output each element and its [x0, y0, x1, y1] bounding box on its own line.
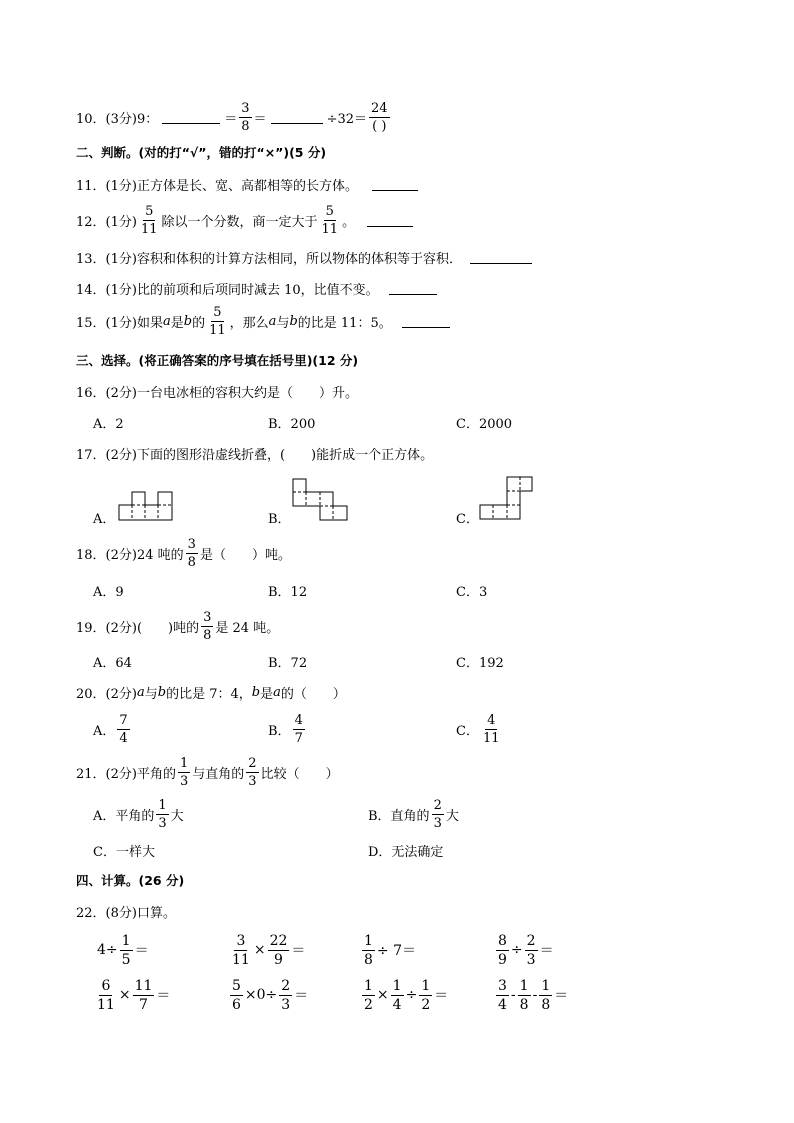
option-b[interactable]: B． [268, 511, 291, 527]
fraction: $\frac{5}{11}$ [140, 203, 158, 237]
option-b[interactable]: B． $\frac{4}{7}$ [268, 712, 303, 746]
fraction: $\frac{5}{11}$ [321, 203, 339, 237]
option-b[interactable]: B．72 [268, 655, 308, 671]
fraction: $\frac{1}{4}$ [392, 977, 402, 1013]
fraction: $\frac{2}{3}$ [248, 755, 257, 789]
cube-net-b[interactable] [292, 478, 352, 524]
question-12: 12．(1分) $\frac{5}{11}$ 除以一个分数，商一定大于 $\frac{5}{11}$ 。 [76, 203, 417, 237]
question-19: 19．(2分) ( )吨的 $\frac{3}{8}$ 是 24 吨。 [76, 609, 280, 643]
fraction: $\frac{4}{7}$ [294, 712, 303, 746]
option-b[interactable]: B．200 [268, 416, 316, 432]
fraction: $\frac{1}{2}$ [421, 977, 431, 1013]
option-a[interactable]: A． $\frac{7}{4}$ [93, 712, 128, 746]
fraction: $\frac{5}{6}$ [232, 977, 241, 1013]
question-11: 11．(1分) 正方体是长、宽、高都相等的长方体。 [76, 174, 422, 194]
answer-blank[interactable] [271, 111, 323, 124]
fraction: $\frac{1}{8}$ [364, 932, 373, 968]
question-13: 13．(1分) 容积和体积的计算方法相同，所以物体的体积等于容积． [76, 247, 536, 267]
option-c[interactable]: C． [456, 511, 479, 527]
option-c[interactable]: C．192 [456, 655, 504, 671]
question-22: 22．(8分) 口算。 [76, 905, 176, 921]
question-14: 14．(1分) 比的前项和后项同时减去 10，比值不变。 [76, 278, 441, 298]
question-17: 17．(2分) 下面的图形沿虚线折叠，( )能折成一个正方体。 [76, 447, 434, 463]
cube-net-c[interactable] [479, 476, 537, 524]
expression-7: $\frac{1}{2}$ × $\frac{1}{4}$ ÷ $\frac{1}{2}$ ＝ [364, 977, 449, 1013]
fraction: $\frac{24}{( )}$ [371, 100, 388, 134]
fraction: $\frac{7}{4}$ [119, 712, 128, 746]
question-16: 16．(2分) 一台电冰柜的容积大约是（ ）升。 [76, 385, 358, 401]
option-c[interactable]: C．3 [456, 584, 488, 600]
fraction: $\frac{3}{8}$ [203, 609, 212, 643]
fraction: $\frac{3}{4}$ [498, 977, 507, 1013]
fraction: $\frac{1}{3}$ [158, 797, 167, 831]
expression-8: $\frac{3}{4}$ - $\frac{1}{8}$ - $\frac{1}{8}$ ＝ [498, 977, 569, 1013]
question-15: 15．(1分) 如果 a 是 b 的 $\frac{5}{11}$ ，那么 a 与 b 的比是 11：5。 [76, 304, 454, 338]
fraction: $\frac{3}{8}$ [241, 100, 250, 134]
option-c[interactable]: C．一样大 [93, 844, 155, 860]
section-heading-calculation: 四、计算。(26 分) [76, 873, 185, 888]
answer-blank[interactable] [470, 251, 532, 264]
expression-6: $\frac{5}{6}$ ×0÷ $\frac{2}{3}$ ＝ [232, 977, 309, 1013]
question-10: 10．(3分) 9： ＝ $\frac{3}{8}$ ＝ ÷32＝ $\frac{24}{( )}$ [76, 100, 388, 134]
expression-2: $\frac{3}{11}$ × $\frac{22}{9}$ ＝ [232, 932, 306, 968]
option-c[interactable]: C．2000 [456, 416, 513, 432]
answer-blank[interactable] [402, 315, 450, 328]
answer-blank[interactable] [367, 214, 413, 227]
fraction: $\frac{6}{11}$ [97, 977, 115, 1013]
question-number: 10．(3分) [76, 111, 137, 127]
question-20: 20．(2分) a 与 b 的比是 7：4， b 是 a 的（ ） [76, 684, 346, 702]
option-d[interactable]: D．无法确定 [368, 844, 444, 860]
fraction: $\frac{3}{11}$ [232, 932, 250, 968]
option-a[interactable]: A．9 [93, 584, 124, 600]
option-b[interactable]: B．直角的 $\frac{2}{3}$ 大 [368, 797, 459, 831]
fraction: $\frac{22}{9}$ [269, 932, 288, 968]
fraction: $\frac{1}{2}$ [364, 977, 373, 1013]
fraction: $\frac{1}{8}$ [519, 977, 529, 1013]
option-c[interactable]: C． $\frac{4}{11}$ [456, 712, 500, 746]
option-a[interactable]: A．64 [93, 655, 132, 671]
option-b[interactable]: B．12 [268, 584, 308, 600]
option-a[interactable]: A．平角的 $\frac{1}{3}$ 大 [93, 797, 184, 831]
option-a[interactable]: A．2 [93, 416, 124, 432]
answer-blank[interactable] [389, 282, 437, 295]
fraction: $\frac{1}{8}$ [541, 977, 551, 1013]
question-18: 18．(2分) 24 吨的 $\frac{3}{8}$ 是（ ）吨。 [76, 536, 291, 570]
expression-4: $\frac{8}{9}$ ÷ $\frac{2}{3}$ ＝ [498, 932, 554, 968]
fraction: $\frac{2}{3}$ [433, 797, 442, 831]
answer-blank[interactable] [372, 178, 418, 191]
fraction: $\frac{1}{5}$ [121, 932, 131, 968]
question-21: 21．(2分) 平角的 $\frac{1}{3}$ 与直角的 $\frac{2}{3}$ 比较（ ） [76, 755, 339, 789]
fraction: $\frac{4}{11}$ [482, 712, 500, 746]
section-heading-judgement: 二、判断。(对的打“√”，错的打“×”)(5 分) [76, 145, 327, 160]
answer-blank[interactable] [162, 111, 220, 124]
expression-3: $\frac{1}{8}$ ÷ 7＝ [364, 932, 417, 968]
section-heading-choice: 三、选择。(将正确答案的序号填在括号里)(12 分) [76, 353, 359, 368]
fraction: $\frac{8}{9}$ [498, 932, 507, 968]
fraction: $\frac{11}{7}$ [134, 977, 153, 1013]
fraction: $\frac{5}{11}$ [209, 304, 226, 338]
option-a[interactable]: A． [93, 511, 116, 527]
expression-5: $\frac{6}{11}$ × $\frac{11}{7}$ ＝ [97, 977, 171, 1013]
fraction: $\frac{3}{8}$ [187, 536, 196, 570]
fraction: $\frac{2}{3}$ [281, 977, 291, 1013]
cube-net-a[interactable] [118, 491, 176, 523]
expression-1: 4÷ $\frac{1}{5}$ ＝ [97, 932, 149, 968]
fraction: $\frac{2}{3}$ [526, 932, 536, 968]
fraction: $\frac{1}{3}$ [179, 755, 189, 789]
